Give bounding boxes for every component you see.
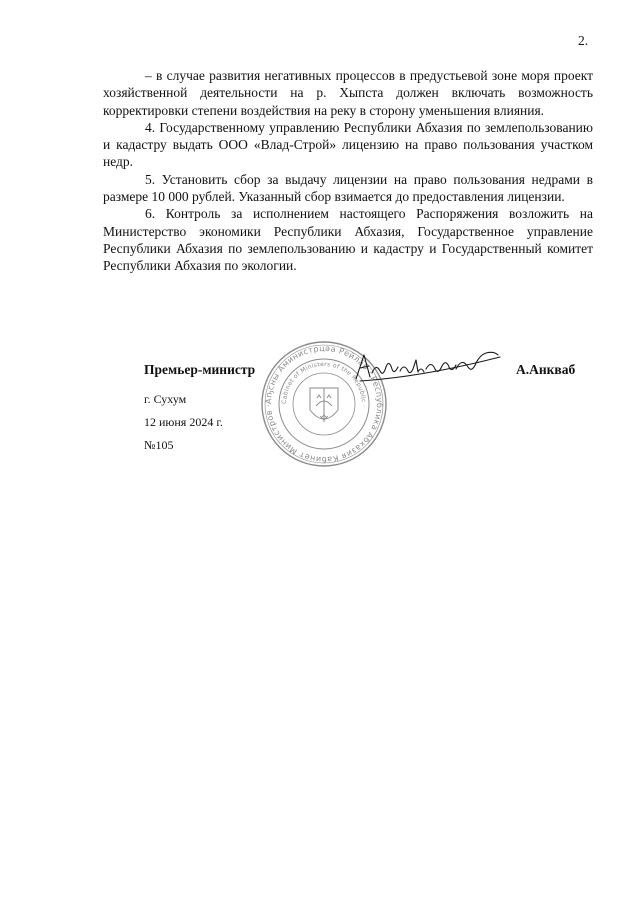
stamp-outer-text: Аҧсны Аминистрцәа Рейлар · Республика Абхазия Кабинет Министров · bbox=[263, 343, 385, 465]
paragraph-license-issue: 4. Государственному управлению Республики Абхазия по землепользованию и кадастру выдать ООО «Влад-Строй» лицензию на право пользования участком недр. bbox=[103, 119, 593, 170]
document-body bbox=[103, 67, 593, 275]
document-number: №105 bbox=[144, 438, 174, 452]
stamp-inner-text: Cabinet of Ministers of the Republic · bbox=[280, 360, 368, 408]
handwritten-signature bbox=[352, 349, 502, 383]
paragraph-license-fee: 5. Установить сбор за выдачу лицензии на право пользования недрами в размере 10 000 рублей. Указанный сбор взимается до предоставления лицензии. bbox=[103, 171, 593, 205]
signatory-name: А.Анкваб bbox=[516, 362, 576, 377]
coat-of-arms-icon bbox=[310, 388, 338, 422]
paragraph-control: 6. Контроль за исполнением настоящего Распоряжения возложить на Министерство экономики Республики Абхазия, Государственное управление Республики Абхазия по землепользованию и кадастру и Государственный комитет Республики Абхазия по экологии. bbox=[103, 206, 593, 274]
page-number: 2. bbox=[578, 33, 589, 48]
signatory-title: Премьер-министр bbox=[144, 362, 256, 377]
issue-place: г. Сухум bbox=[144, 392, 187, 406]
paragraph-river-condition: – в случае развития негативных процессов в предустьевой зоне моря проект хозяйственной деятельности на р. Хыпста должен включать возможность корректировки степени воздействия на реку в сторону уменьшения влияния. bbox=[103, 68, 593, 118]
issue-date: 12 июня 2024 г. bbox=[144, 415, 223, 429]
